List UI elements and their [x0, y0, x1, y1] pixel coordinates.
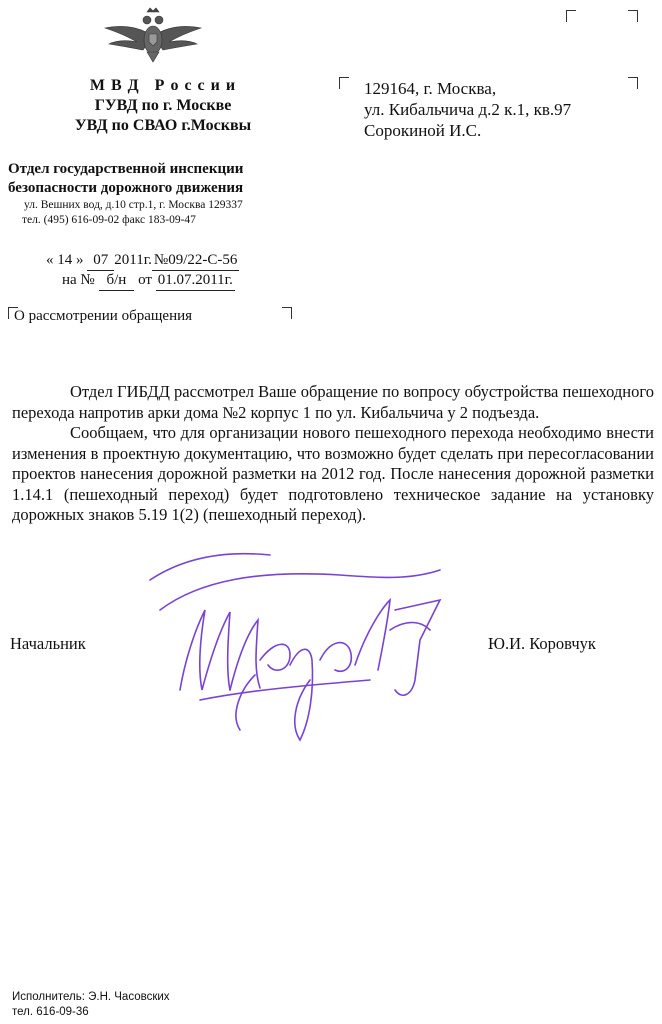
signatory-position: Начальник: [10, 634, 86, 653]
recipient-bracket-left: [339, 77, 349, 89]
ref-prefix: на №: [62, 272, 95, 288]
recipient-bracket-top-left: [566, 10, 576, 22]
recipient-bracket-top-right: [628, 10, 638, 22]
handwritten-signature: [140, 540, 470, 750]
guvd-name: ГУВД по г. Москве: [94, 97, 232, 114]
signatory-name: Ю.И. Коровчук: [488, 634, 596, 653]
recipient-line2: ул. Кибальчича д.2 к.1, кв.97: [364, 100, 572, 119]
executor-phone: тел. 616-09-36: [12, 1006, 89, 1018]
body-paragraph-1: Отдел ГИБДД рассмотрел Ваше обращение по вопросу обустройства пешеходного перехода напротив арки дома №2 корпус 1 по ул. Кибальчича у 2 подъезда.: [12, 382, 654, 422]
reg-date-month: 07: [87, 251, 114, 271]
reg-number: №09/22-С-56: [152, 251, 239, 271]
reg-date-day: « 14 »: [46, 252, 84, 268]
ref-from-label: от: [138, 272, 152, 288]
subject-line: О рассмотрении обращения: [14, 308, 193, 324]
double-headed-eagle-emblem: [103, 6, 203, 64]
recipient-line1: 129164, г. Москва,: [364, 79, 497, 98]
department-name-line2: безопасности дорожного движения: [8, 180, 244, 196]
reg-date-year: 2011г.: [114, 252, 152, 268]
registration-block: [46, 251, 239, 291]
department-address: ул. Вешних вод, д.10 стр.1, г. Москва 129337: [24, 199, 243, 211]
department-name-line1: Отдел государственной инспекции: [8, 161, 244, 177]
uvd-name: УВД по СВАО г.Москвы: [74, 117, 252, 134]
ref-date: 01.07.2011г.: [156, 271, 235, 291]
department-phone: тел. (495) 616-09-02 факс 183-09-47: [22, 214, 196, 226]
subject-bracket-right: [282, 307, 292, 319]
ministry-name: М В Д Р о с с и и: [89, 77, 237, 94]
executor-name: Исполнитель: Э.Н. Часовских: [12, 991, 170, 1003]
recipient-line3: Сорокиной И.С.: [364, 121, 482, 140]
ref-number: б/н: [99, 271, 135, 291]
body-paragraph-2: Сообщаем, что для организации нового пешеходного перехода необходимо внести изменения в проектную документацию, что возможно будет сделать при пересогласовании проектов нанесения дорожной разметки на 2012 год. После нанесения дорожной разметки 1.14.1 (пешеходный переход) будет подготовлено техническое задание на установку дорожных знаков 5.19 1(2) (пешеходный переход).: [12, 423, 654, 524]
